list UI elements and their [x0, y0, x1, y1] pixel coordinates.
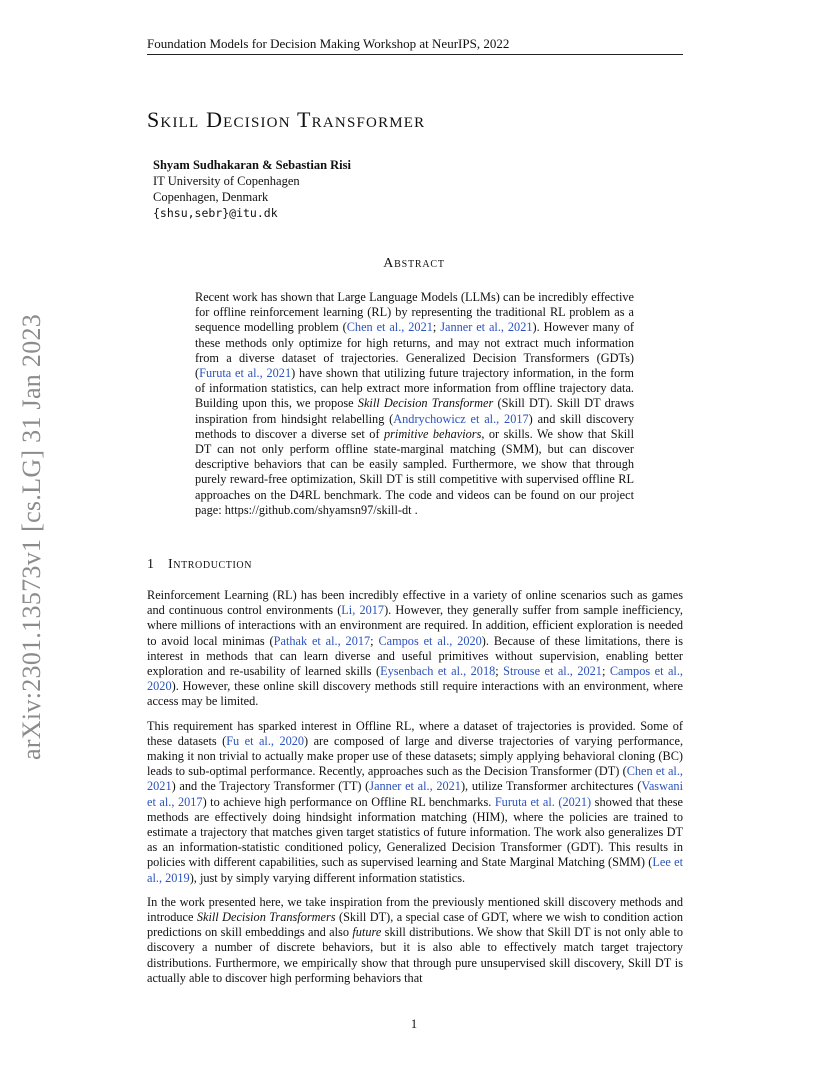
body-text: showed that these methods are effectively doing hindsight information matching (HIM), where the policies are trained to estimate a trajectory that matches given target statistics of future information. The work also generalizes DT as an information-statistic conditioned policy, Generalized Decision Transformer (GDT). This results in policies with different capabilities, such as supervised learning and State Marginal Matching (SMM) (: [147, 794, 684, 870]
body-text: ) are composed of large and diverse trajectories of varying performance, making it non trivial to actually make proper use of these datasets; simply applying behavioral cloning (BC) leads to sub-optimal performance. Recently, approaches such as the Decision Transformer (DT) (: [147, 733, 684, 779]
page-number: 1: [410, 1017, 418, 1031]
section-number: 1: [147, 557, 154, 572]
citation-link[interactable]: Campos et al., 2020: [378, 633, 482, 648]
citation-link[interactable]: Strouse et al., 2021: [503, 664, 602, 679]
paragraph: [147, 719, 683, 886]
paper-title: Skill Decision Transformer: [147, 107, 426, 132]
body-text: Reinforcement Learning (RL) has been incredibly effective in a variety of online scenarios such as games and continuous control environments (: [147, 588, 683, 618]
body-text: ;: [495, 664, 504, 679]
citation-link[interactable]: Pathak et al., 2017: [273, 633, 371, 648]
abstract-heading: Abstract: [383, 256, 445, 271]
citation-link[interactable]: Li, 2017: [341, 603, 385, 618]
paragraph: [147, 895, 683, 986]
citation-link[interactable]: Chen et al., 2021: [346, 320, 433, 335]
abstract-text: (Skill DT). Skill DT draws inspiration from hindsight relabelling (: [195, 396, 635, 426]
abstract-body: [195, 290, 634, 518]
body-text: (Skill DT), a special case of GDT, where we wish to condition action predictions on skill embeddings and also: [147, 910, 683, 940]
citation-link[interactable]: Furuta et al., 2021: [199, 366, 292, 381]
citation-link[interactable]: Fu et al., 2020: [226, 733, 305, 748]
body-text: ). Because of these limitations, there is interest in methods that can learn diverse and useful primitives without supervision, enabling better exploration and re-usability of learned skills (: [147, 633, 683, 679]
citation-link[interactable]: Janner et al., 2021: [369, 779, 461, 794]
introduction-body: [147, 588, 683, 995]
citation-link[interactable]: Vaswani et al., 2017: [147, 779, 683, 809]
body-text: ), just by simply varying different information statistics.: [189, 870, 466, 885]
citation-link[interactable]: Lee et al., 2019: [147, 855, 683, 885]
abstract-text: ;: [432, 320, 441, 335]
section-title: Introduction: [168, 557, 253, 572]
author-location: Copenhagen, Denmark: [153, 190, 269, 204]
citation-link[interactable]: Campos et al., 2020: [147, 664, 683, 694]
body-emphasis: future: [352, 925, 382, 940]
body-text: skill distributions. We show that Skill DT is not only able to discovery a number of discrete behaviors, but it is also able to effectively match target trajectory distributions. Furthermore, we empirically show that through pure unsupervised skill discovery, Skill DT is actually able to discover high performing behaviors that: [147, 925, 683, 985]
abstract-emphasis: primitive behaviors: [384, 426, 482, 441]
body-text: In the work presented here, we take inspiration from the previously mentioned skill discovery methods and introduce: [147, 894, 683, 925]
running-header: Foundation Models for Decision Making Workshop at NeurIPS, 2022: [147, 36, 683, 55]
abstract-text: Recent work has shown that Large Language Models (LLMs) can be incredibly effective for offline reinforcement learning (RL) by representing the traditional RL problem as a sequence modelling problem (: [195, 290, 634, 335]
body-text: ) to achieve high performance on Offline RL benchmarks.: [202, 794, 495, 809]
citation-link[interactable]: Chen et al., 2021: [147, 764, 683, 794]
author-names: Shyam Sudhakaran & Sebastian Risi: [153, 158, 351, 172]
abstract-text: , or skills. We show that Skill DT can not only perform offline state-marginal matching (SMM), but can discover descriptive behaviors that can be easily sampled. Furthermore, we show that through purely reward-free optimization, Skill DT is still competitive with supervised offline RL approaches on the D4RL benchmark. The code and videos can be found on our project page: https://github.com/shyamsn97/skill-dt .: [195, 426, 634, 517]
citation-link[interactable]: Janner et al., 2021: [440, 320, 533, 335]
author-block: [153, 157, 351, 221]
citation-link[interactable]: Andrychowicz et al., 2017: [393, 411, 529, 426]
section-heading-introduction: [147, 557, 252, 573]
abstract-text: ) have shown that utilizing future trajectory information, in the form of information statistics, can help extract more information from offline trajectory data. Building upon this, we propose: [195, 366, 634, 411]
body-text: This requirement has sparked interest in Offline RL, where a dataset of trajectories is provided. Some of these datasets (: [147, 718, 683, 748]
body-text: ). However, they generally suffer from sample inefficiency, where millions of interactions with an environment are required. In addition, efficient exploration is needed to avoid local minimas (: [147, 603, 684, 648]
body-text: ;: [601, 664, 610, 679]
abstract-emphasis: Skill Decision Transformer: [357, 396, 494, 411]
author-affiliation: IT University of Copenhagen: [153, 174, 300, 188]
citation-link[interactable]: Eysenbach et al., 2018: [380, 664, 496, 679]
citation-link[interactable]: Furuta et al. (2021): [494, 794, 592, 809]
body-text: ). However, these online skill discovery methods still require interactions with an environment, where access may be limited.: [147, 679, 683, 709]
body-text: ), utilize Transformer architectures (: [460, 779, 642, 794]
arxiv-identifier: arXiv:2301.13573v1 [cs.LG] 31 Jan 2023: [17, 313, 46, 760]
abstract-text: ). However many of these methods only optimize for high returns, and may not extract much information from a diverse dataset of trajectories. Generalized Decision Transformers (GDTs) (: [195, 320, 635, 381]
body-text: ;: [370, 633, 379, 648]
body-text: ) and the Trajectory Transformer (TT) (: [171, 779, 370, 794]
author-email: {shsu,sebr}@itu.dk: [153, 206, 278, 220]
paragraph: [147, 588, 683, 710]
body-emphasis: Skill Decision Transformers: [196, 910, 336, 925]
abstract-text: ) and skill discovery methods to discover a diverse set of: [195, 411, 634, 441]
